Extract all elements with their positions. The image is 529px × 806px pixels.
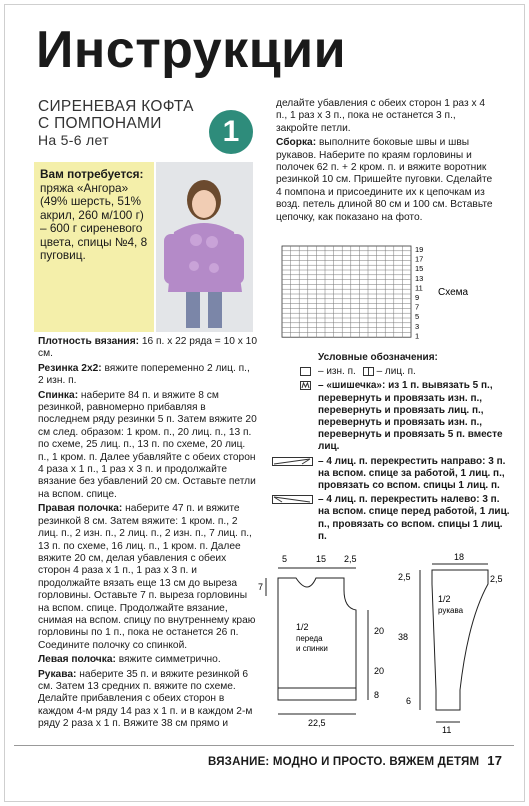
para-rib: Резинка 2х2: вяжите попеременно 2 лиц. п., 2 изн. п. bbox=[38, 362, 250, 387]
svg-text:7: 7 bbox=[258, 582, 264, 592]
scheme-row-number: 3 bbox=[415, 321, 420, 331]
scheme-row-number: 7 bbox=[415, 302, 420, 312]
page-number: 17 bbox=[487, 753, 503, 768]
scheme-row-number: 1 bbox=[415, 331, 420, 341]
para-sleeves-cont: делайте убавления с обеих сторон 1 раз х 4 п., 1 раз х 3 п., пока не останется 3 п., закройте петли. bbox=[276, 98, 486, 134]
para-left-front: Левая полочка: вяжите симметрично. bbox=[38, 654, 221, 666]
scheme-row-number: 13 bbox=[415, 273, 424, 283]
para-right-front: Правая полочка: наберите 47 п. и вяжите резинкой 8 см. Затем вяжите: 1 кром. п., 2 лиц. п., 2 изн. п., 2 лиц. п., 2 изн. п., 7 лиц. п., 13 п. по схеме, 16 лиц. п., 1 кром. п. Далее вяжите 20 см, делая убавления с обеих сторон 4 раза х 1 п., 1 раз х 3 п. и продолжайте вязать еще 13 см до выреза горловины. Оставьте 7 п. выреза горловины на вспом. спице. Продолжайте вязание, снимая на вспом. спицу по внутреннему краю горловины по 1 п., пока не останется 26 п. Соедините полочку со спинкой. bbox=[38, 503, 256, 651]
svg-text:20: 20 bbox=[374, 666, 385, 676]
legend-item-bobble: – «шишечка»: из 1 п. вывязать 5 п., перевернуть и провязать изн. п., перевернуть и провязать лиц. п., перевернуть и провязать изн. п., перевернуть и провязать 5 п. вместе лиц. bbox=[270, 380, 510, 453]
svg-text:1/2: 1/2 bbox=[296, 622, 309, 632]
svg-text:переда: переда bbox=[296, 634, 323, 643]
legend bbox=[270, 352, 510, 545]
legend-item-cross-left: – 4 лиц. п. перекрестить налево: 3 п. на вспом. спице перед работой, 1 лиц. п., провязать со вспом. спицы 1 лиц. п. bbox=[270, 494, 510, 543]
page-footer bbox=[208, 753, 502, 768]
instructions-left-column bbox=[38, 336, 258, 733]
svg-text:рукава: рукава bbox=[438, 606, 464, 615]
scheme-row-number: 15 bbox=[415, 264, 424, 274]
svg-text:22,5: 22,5 bbox=[308, 718, 326, 728]
svg-text:2,5: 2,5 bbox=[490, 574, 503, 584]
footer-text: ВЯЗАНИЕ: МОДНО И ПРОСТО. ВЯЖЕМ ДЕТЯМ bbox=[208, 756, 480, 768]
svg-text:6: 6 bbox=[406, 696, 412, 706]
footer-divider bbox=[14, 745, 514, 746]
svg-text:20: 20 bbox=[374, 626, 385, 636]
para-assembly: Сборка: выполните боковые швы и швы рукавов. Наберите по краям горловины и полочек 62 п. + 2 кром. п. и вяжите воротник резинкой 10 см. Пришейте пуговки. Сделайте 4 помпона и присоедините их к цепочкам из возд. петель длиной 80 см и 100 см. Вставьте цепочку, как показано на фото. bbox=[276, 137, 493, 223]
materials-text: пряжа «Ангора» (49% шерсть, 51% акрил, 260 м/100 г) – 600 г сиреневого цвета, спицы №4, 8 пуговиц. bbox=[40, 180, 148, 262]
project-age: На 5-6 лет bbox=[38, 132, 109, 148]
scheme-row-number: 5 bbox=[415, 312, 420, 322]
knitting-scheme bbox=[280, 244, 490, 349]
girl-photo bbox=[156, 162, 253, 332]
scheme-row-number: 11 bbox=[415, 283, 423, 293]
project-title bbox=[38, 98, 194, 149]
legend-item-purl-knit: – изн. п. – лиц. п. bbox=[270, 366, 510, 378]
cross-left-icon bbox=[272, 495, 314, 505]
legend-item-cross-right: – 4 лиц. п. перекрестить направо: 3 п. на вспом. спице за работой, 1 лиц. п., провязать со вспом. спицы 1 лиц. п. bbox=[270, 456, 510, 493]
svg-text:11: 11 bbox=[442, 725, 452, 735]
materials-heading: Вам потребуется: bbox=[40, 167, 144, 181]
sleeve-pattern-drawing bbox=[396, 550, 516, 740]
project-name-line1: СИРЕНЕВАЯ КОФТА bbox=[38, 98, 194, 115]
svg-text:38: 38 bbox=[398, 632, 409, 642]
svg-text:2,5: 2,5 bbox=[344, 554, 357, 564]
knit-cell-icon bbox=[363, 367, 375, 377]
svg-text:8: 8 bbox=[374, 690, 380, 700]
svg-text:2,5: 2,5 bbox=[398, 572, 411, 582]
body-pattern-drawing bbox=[256, 550, 409, 740]
project-name-line2: С ПОМПОНАМИ bbox=[38, 115, 162, 132]
materials-box bbox=[34, 162, 154, 332]
para-density: Плотность вязания: 16 п. х 22 ряда = 10 х 10 см. bbox=[38, 336, 257, 360]
page-title: Инструкции bbox=[36, 21, 347, 79]
scheme-row-number: 19 bbox=[415, 245, 424, 254]
scheme-label: Схема bbox=[438, 287, 469, 298]
svg-text:15: 15 bbox=[316, 554, 327, 564]
para-sleeves: Рукава: наберите 35 п. и вяжите резинкой 6 см. Затем 13 средних п. вяжите по схеме. Делайте прибавления с обеих сторон в каждом 4-м ряду 14 раз х 1 п. и в каждом 2-м ряду 2 раза х 1 п. Вяжите 38 см прямо и bbox=[38, 668, 253, 730]
svg-text:5: 5 bbox=[282, 554, 288, 564]
cross-right-icon bbox=[272, 457, 314, 467]
project-number-badge: 1 bbox=[209, 110, 253, 154]
scheme-row-number: 9 bbox=[415, 293, 420, 302]
scheme-row-number: 17 bbox=[415, 254, 424, 264]
blank-cell-icon bbox=[300, 367, 312, 377]
legend-heading: Условные обозначения: bbox=[318, 352, 438, 363]
svg-text:1/2: 1/2 bbox=[438, 594, 451, 604]
svg-text:и спинки: и спинки bbox=[296, 644, 328, 653]
para-back: Спинка: наберите 84 п. и вяжите 8 см резинкой, равномерно прибавляя в последнем ряду резинки 5 п. Затем вяжите 20 см след. образом: 1 кром. п., 20 лиц. п., 13 п. по схеме, 25 лиц. п., 13 п. по схеме, 20 лиц. п., 1 кром. п. Далее убавляйте с обеих сторон 4 раза х 1 п., 1 раз х 3 п. и продолжайте вязание без убавлений 20 см. Оставьте петли на вспом. спице. bbox=[38, 389, 257, 500]
shishechka-cell-icon bbox=[300, 381, 312, 391]
instructions-right-column bbox=[276, 98, 494, 226]
svg-text:18: 18 bbox=[454, 552, 465, 562]
